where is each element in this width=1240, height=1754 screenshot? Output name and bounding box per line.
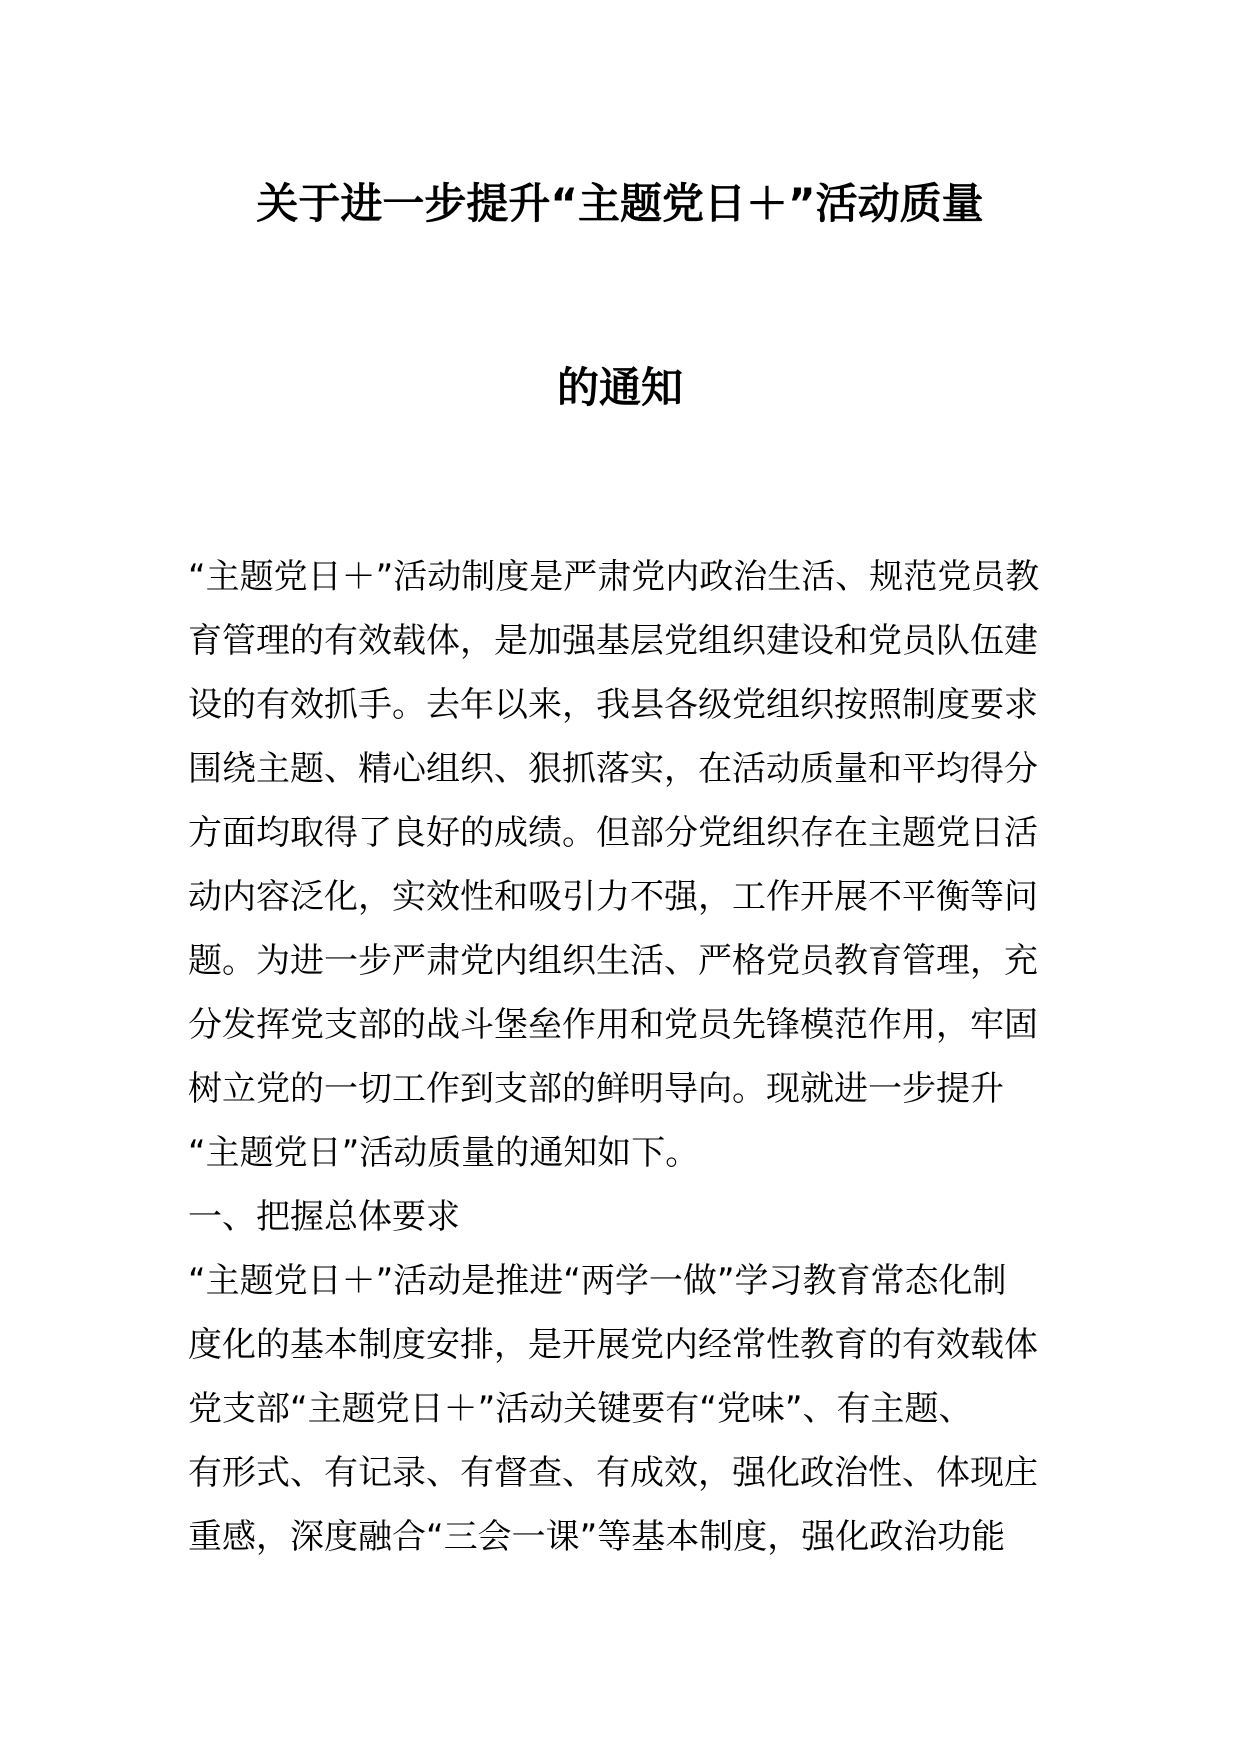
document-body [188, 545, 1068, 1569]
document-title-line-2: 的通知 [556, 363, 683, 412]
body-line: 重感，深度融合“三会一课”等基本制度，强化政治功能 [188, 1517, 1006, 1557]
body-line: 育管理的有效载体，是加强基层党组织建设和党员队伍建 [188, 621, 1038, 661]
body-line: 题。为进一步严肃党内组织生活、严格党员教育管理，充 [188, 941, 1038, 981]
body-line: 设的有效抓手。去年以来，我县各级党组织按照制度要求 [188, 685, 1038, 725]
body-line: “主题党日＋”活动是推进“两学一做”学习教育常态化制 [188, 1261, 1007, 1301]
body-line: 有形式、有记录、有督查、有成效，强化政治性、体现庄 [188, 1453, 1038, 1493]
body-line: 党支部“主题党日＋”活动关键要有“党味”、有主题、 [188, 1389, 973, 1429]
body-line: 围绕主题、精心组织、狠抓落实，在活动质量和平均得分 [188, 749, 1038, 789]
document-title-line-1: 关于进一步提升“主题党日＋”活动质量 [256, 179, 984, 228]
body-line: 度化的基本制度安排，是开展党内经常性教育的有效载体 [188, 1325, 1038, 1365]
body-line: 方面均取得了良好的成绩。但部分党组织存在主题党日活 [188, 813, 1038, 853]
body-line: “主题党日”活动质量的通知如下。 [188, 1133, 700, 1173]
body-line: 分发挥党支部的战斗堡垒作用和党员先锋模范作用，牢固 [188, 1005, 1038, 1045]
body-line: 树立党的一切工作到支部的鲜明导向。现就进一步提升 [188, 1069, 1004, 1109]
section-heading: 一、把握总体要求 [188, 1197, 460, 1237]
body-line: 动内容泛化，实效性和吸引力不强，工作开展不平衡等问 [188, 877, 1038, 917]
body-line: “主题党日＋”活动制度是严肃党内政治生活、规范党员教 [188, 557, 1040, 597]
